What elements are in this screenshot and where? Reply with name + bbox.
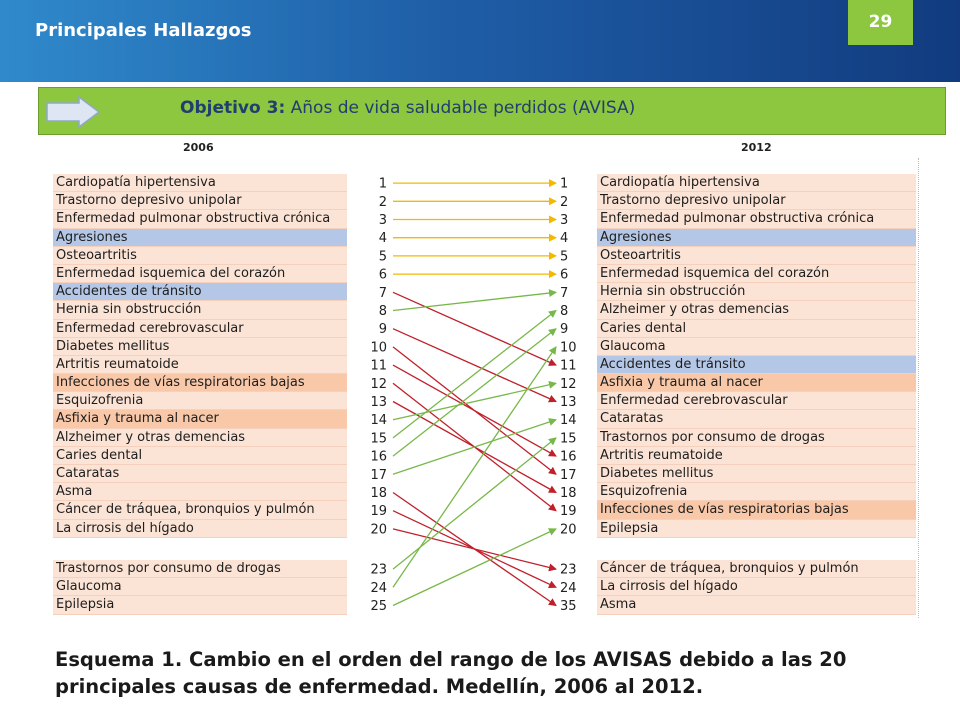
left-cause-row: Trastorno depresivo unipolar — [53, 192, 347, 210]
left-rank-label: 6 — [378, 267, 387, 283]
right-cause-row: Hernia sin obstrucción — [597, 283, 916, 301]
left-cause-row: Esquizofrenia — [53, 392, 347, 410]
rank-connection-11-to-16 — [393, 365, 556, 456]
right-rank-label: 11 — [560, 358, 577, 374]
right-cause-row: Infecciones de vías respiratorias bajas — [597, 501, 916, 519]
objective-description: Años de vida saludable perdidos (AVISA) — [290, 98, 636, 118]
right-rank-label: 8 — [560, 304, 569, 319]
left-cause-row: Artritis reumatoide — [53, 356, 347, 374]
right-rank-label: 17 — [560, 467, 577, 483]
left-rank-label: 10 — [370, 340, 387, 356]
left-rank-label: 25 — [370, 599, 387, 614]
right-cause-row: Alzheimer y otras demencias — [597, 301, 916, 319]
left-rank-label: 1 — [378, 176, 387, 192]
right-rank-label: 35 — [560, 599, 577, 614]
left-cause-row: Enfermedad isquemica del corazón — [53, 265, 347, 283]
right-rank-label: 12 — [560, 376, 577, 392]
right-cause-row: Enfermedad cerebrovascular — [597, 392, 916, 410]
right-cause-row: Cataratas — [597, 410, 916, 428]
right-rank-label: 4 — [560, 231, 569, 247]
left-rank-label: 11 — [370, 358, 387, 374]
right-rank-label: 1 — [560, 176, 569, 192]
left-cause-row: Caries dental — [53, 447, 347, 465]
right-extra-row: La cirrosis del hígado — [597, 578, 916, 596]
right-rank-label: 2 — [560, 194, 569, 210]
left-rank-label: 13 — [370, 395, 387, 410]
figure-caption: Esquema 1. Cambio en el orden del rango de los AVISAS debido a las 20 principales causas de enfermedad. Medellín, 2006 al 2012. — [55, 648, 847, 698]
right-cause-row: Accidentes de tránsito — [597, 356, 916, 374]
right-rank-label: 10 — [560, 340, 577, 356]
left-rank-label: 15 — [370, 431, 387, 447]
left-cause-row: Asfixia y trauma al nacer — [53, 410, 347, 428]
left-rank-label: 8 — [378, 304, 387, 319]
right-cause-row: Esquizofrenia — [597, 483, 916, 501]
left-cause-row: Infecciones de vías respiratorias bajas — [53, 374, 347, 392]
right-cause-row: Asfixia y trauma al nacer — [597, 374, 916, 392]
right-cause-row: Glaucoma — [597, 338, 916, 356]
left-rank-label: 19 — [370, 504, 387, 520]
left-rank-label: 24 — [370, 580, 387, 596]
left-cause-row: Enfermedad cerebrovascular — [53, 320, 347, 338]
left-rank-label: 4 — [378, 231, 387, 247]
right-cause-row: Trastorno depresivo unipolar — [597, 192, 916, 210]
left-cause-row: Asma — [53, 483, 347, 501]
right-cause-row: Trastornos por consumo de drogas — [597, 429, 916, 447]
left-rank-label: 3 — [378, 213, 387, 228]
left-cause-row: Cáncer de tráquea, bronquios y pulmón — [53, 501, 347, 519]
left-rank-label: 17 — [370, 467, 387, 483]
right-rank-label: 23 — [560, 562, 577, 578]
right-cause-row: Epilepsia — [597, 520, 916, 538]
left-cause-row: Osteoartritis — [53, 247, 347, 265]
right-rank-label: 3 — [560, 213, 569, 228]
right-extra-row: Cáncer de tráquea, bronquios y pulmón — [597, 560, 916, 578]
left-year-label: 2006 — [183, 141, 214, 154]
page-number: 29 — [848, 0, 913, 45]
right-cause-row: Agresiones — [597, 229, 916, 247]
right-rank-label: 13 — [560, 395, 577, 410]
right-year-label: 2012 — [741, 141, 772, 154]
left-rank-label: 12 — [370, 376, 387, 392]
section-title: Principales Hallazgos — [35, 20, 252, 41]
right-cause-row: Enfermedad isquemica del corazón — [597, 265, 916, 283]
rank-connection-8-to-7 — [393, 292, 556, 310]
right-rank-label: 14 — [560, 413, 577, 429]
left-cause-row: Cataratas — [53, 465, 347, 483]
left-cause-row: Hernia sin obstrucción — [53, 301, 347, 319]
objective-label: Objetivo 3: — [180, 98, 286, 118]
left-cause-row: Enfermedad pulmonar obstructiva crónica — [53, 210, 347, 228]
left-cause-row: Alzheimer y otras demencias — [53, 429, 347, 447]
right-rank-label: 6 — [560, 267, 569, 283]
left-rank-label: 7 — [378, 285, 387, 301]
right-rank-label: 7 — [560, 285, 569, 301]
rank-connection-9-to-13 — [393, 329, 556, 402]
left-extra-row: Trastornos por consumo de drogas — [53, 560, 347, 578]
left-extra-row: Glaucoma — [53, 578, 347, 596]
left-cause-row: Diabetes mellitus — [53, 338, 347, 356]
left-rank-label: 5 — [378, 249, 387, 265]
left-rank-label: 14 — [370, 413, 387, 429]
right-rank-label: 24 — [560, 580, 577, 596]
left-rank-label: 18 — [370, 486, 387, 501]
left-cause-row: Accidentes de tránsito — [53, 283, 347, 301]
left-extra-row: Epilepsia — [53, 596, 347, 614]
right-rank-label: 5 — [560, 249, 569, 265]
left-rank-label: 23 — [370, 562, 387, 578]
left-cause-row: Agresiones — [53, 229, 347, 247]
rank-connection-24-to-10 — [393, 347, 556, 587]
rank-connection-25-to-20 — [393, 529, 556, 606]
right-cause-row: Enfermedad pulmonar obstructiva crónica — [597, 210, 916, 228]
left-rank-label: 9 — [378, 322, 387, 338]
right-cause-row: Diabetes mellitus — [597, 465, 916, 483]
left-cause-row: La cirrosis del hígado — [53, 520, 347, 538]
right-rank-label: 19 — [560, 504, 577, 520]
right-cause-row: Cardiopatía hipertensiva — [597, 174, 916, 192]
connection-arrows — [393, 183, 556, 605]
left-cause-row: Cardiopatía hipertensiva — [53, 174, 347, 192]
right-cause-row: Osteoartritis — [597, 247, 916, 265]
left-rank-label: 20 — [370, 522, 387, 538]
left-rank-label: 2 — [378, 194, 387, 210]
rank-connection-14-to-12 — [393, 383, 556, 419]
rank-connection-7-to-11 — [393, 292, 556, 365]
right-extra-row: Asma — [597, 596, 916, 614]
rank-connection-16-to-9 — [393, 329, 556, 456]
right-rank-label: 15 — [560, 431, 577, 447]
right-cause-row: Caries dental — [597, 320, 916, 338]
rank-connection-15-to-8 — [393, 311, 556, 438]
right-rank-label: 20 — [560, 522, 577, 538]
right-cause-row: Artritis reumatoide — [597, 447, 916, 465]
left-rank-label: 16 — [370, 449, 387, 465]
right-rank-label: 9 — [560, 322, 569, 338]
right-rank-label: 16 — [560, 449, 577, 465]
right-rank-label: 18 — [560, 486, 577, 501]
